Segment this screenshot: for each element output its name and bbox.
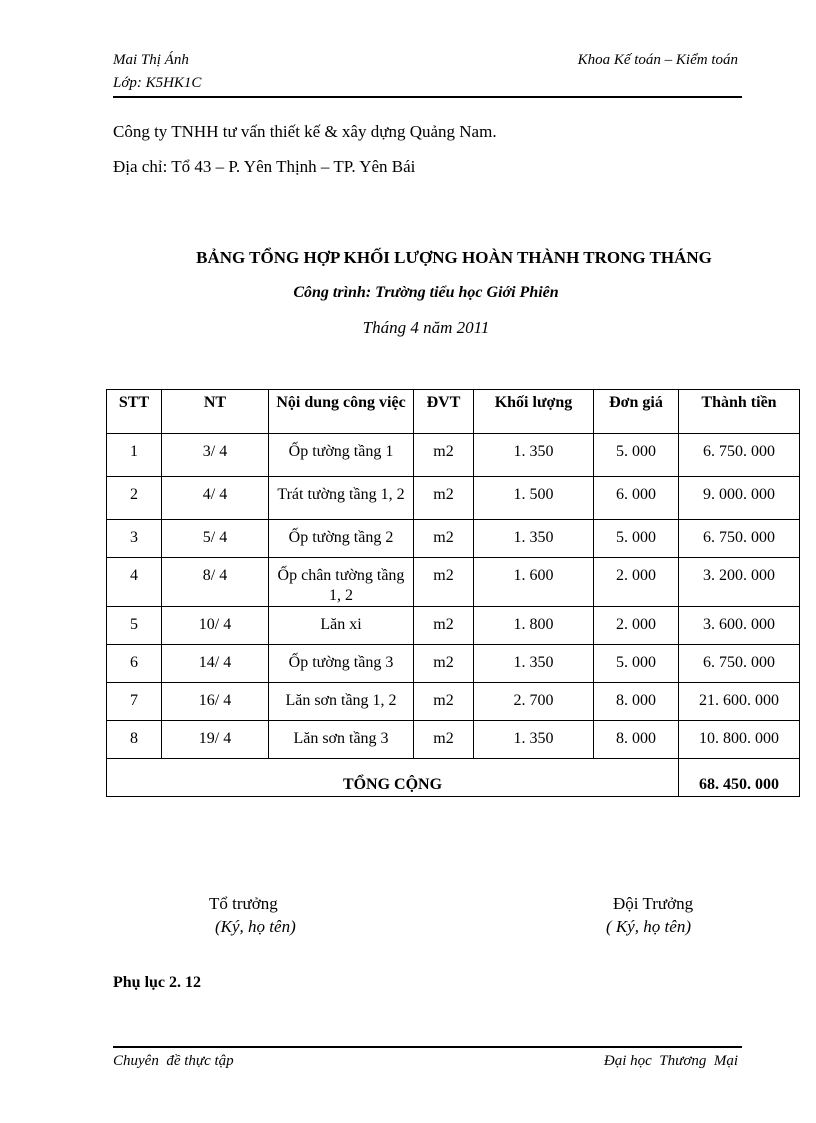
company-address: Địa chỉ: Tổ 43 – P. Yên Thịnh – TP. Yên Bái [113,157,416,176]
class-label: Lớp: K5HK1C [113,75,202,91]
cell-amount: 6. 750. 000 [679,434,800,477]
cell-unit: m2 [414,558,474,607]
cell-content: Lăn sơn tầng 1, 2 [269,683,414,721]
cell-content: Ốp tường tầng 1 [269,434,414,477]
footer-rule [113,1046,742,1048]
col-header-nt: NT [162,390,269,434]
cell-nt: 10/ 4 [162,607,269,645]
cell-qty: 1. 600 [474,558,594,607]
header-rule [113,96,742,98]
table-row [107,607,800,645]
cell-amount: 21. 600. 000 [679,683,800,721]
table-row [107,645,800,683]
cell-stt: 7 [107,683,162,721]
table-row [107,558,800,607]
period-label: Tháng 4 năm 2011 [362,318,490,337]
col-header-qty: Khối lượng [474,390,594,434]
author-name: Mai Thị Ánh [113,52,189,68]
col-header-stt: STT [107,390,162,434]
volume-table [106,389,800,797]
appendix-label: Phụ lục 2. 12 [113,974,202,991]
cell-amount: 3. 200. 000 [679,558,800,607]
cell-price: 5. 000 [594,645,679,683]
document-title: BẢNG TỔNG HỢP KHỐI LƯỢNG HOÀN THÀNH TRONG THÁNG [196,248,712,267]
cell-content: Ốp chân tường tầng 1, 2 [269,558,414,607]
col-header-amount: Thành tiền [679,390,800,434]
total-amount: 68. 450. 000 [679,759,800,797]
cell-qty: 2. 700 [474,683,594,721]
cell-qty: 1. 800 [474,607,594,645]
table-row [107,683,800,721]
cell-stt: 4 [107,558,162,607]
table-row [107,721,800,759]
signature-right-title: Đội Trưởng [613,894,694,913]
cell-unit: m2 [414,520,474,558]
cell-qty: 1. 350 [474,645,594,683]
cell-stt: 6 [107,645,162,683]
table-total-row [107,759,800,797]
cell-price: 8. 000 [594,721,679,759]
cell-unit: m2 [414,721,474,759]
cell-nt: 3/ 4 [162,434,269,477]
total-label: TỔNG CỘNG [107,759,679,797]
cell-qty: 1. 350 [474,721,594,759]
cell-qty: 1. 500 [474,477,594,520]
cell-unit: m2 [414,683,474,721]
col-header-content: Nội dung công việc [269,390,414,434]
cell-amount: 10. 800. 000 [679,721,800,759]
signature-right-note: ( Ký, họ tên) [606,917,691,936]
col-header-unit: ĐVT [414,390,474,434]
cell-nt: 8/ 4 [162,558,269,607]
cell-nt: 19/ 4 [162,721,269,759]
cell-stt: 2 [107,477,162,520]
project-name: Công trình: Trường tiểu học Giới Phiên [293,284,559,301]
cell-amount: 6. 750. 000 [679,645,800,683]
cell-content: Lăn xi [269,607,414,645]
table-row [107,520,800,558]
cell-unit: m2 [414,645,474,683]
cell-price: 5. 000 [594,520,679,558]
cell-stt: 1 [107,434,162,477]
cell-content: Ốp tường tầng 3 [269,645,414,683]
signature-left-note: (Ký, họ tên) [215,917,296,936]
cell-amount: 9. 000. 000 [679,477,800,520]
cell-nt: 16/ 4 [162,683,269,721]
cell-qty: 1. 350 [474,520,594,558]
cell-nt: 5/ 4 [162,520,269,558]
cell-amount: 6. 750. 000 [679,520,800,558]
cell-price: 5. 000 [594,434,679,477]
cell-stt: 8 [107,721,162,759]
cell-nt: 14/ 4 [162,645,269,683]
cell-unit: m2 [414,607,474,645]
cell-price: 2. 000 [594,558,679,607]
cell-price: 6. 000 [594,477,679,520]
cell-price: 2. 000 [594,607,679,645]
cell-amount: 3. 600. 000 [679,607,800,645]
col-header-price: Đơn giá [594,390,679,434]
table-row [107,477,800,520]
cell-content: Trát tường tầng 1, 2 [269,477,414,520]
footer-right: Đại học Thương Mại [603,1053,738,1069]
cell-content: Ốp tường tầng 2 [269,520,414,558]
cell-stt: 3 [107,520,162,558]
table-header-row [107,390,800,434]
cell-nt: 4/ 4 [162,477,269,520]
department-label: Khoa Kế toán – Kiểm toán [577,52,738,68]
table-row [107,434,800,477]
cell-price: 8. 000 [594,683,679,721]
cell-qty: 1. 350 [474,434,594,477]
footer-left: Chuyên đề thực tập [113,1053,234,1069]
cell-content: Lăn sơn tầng 3 [269,721,414,759]
signature-left-title: Tổ trưởng [209,894,278,913]
cell-stt: 5 [107,607,162,645]
cell-unit: m2 [414,434,474,477]
cell-unit: m2 [414,477,474,520]
company-name: Công ty TNHH tư vấn thiết kế & xây dựng Quảng Nam. [113,122,497,141]
